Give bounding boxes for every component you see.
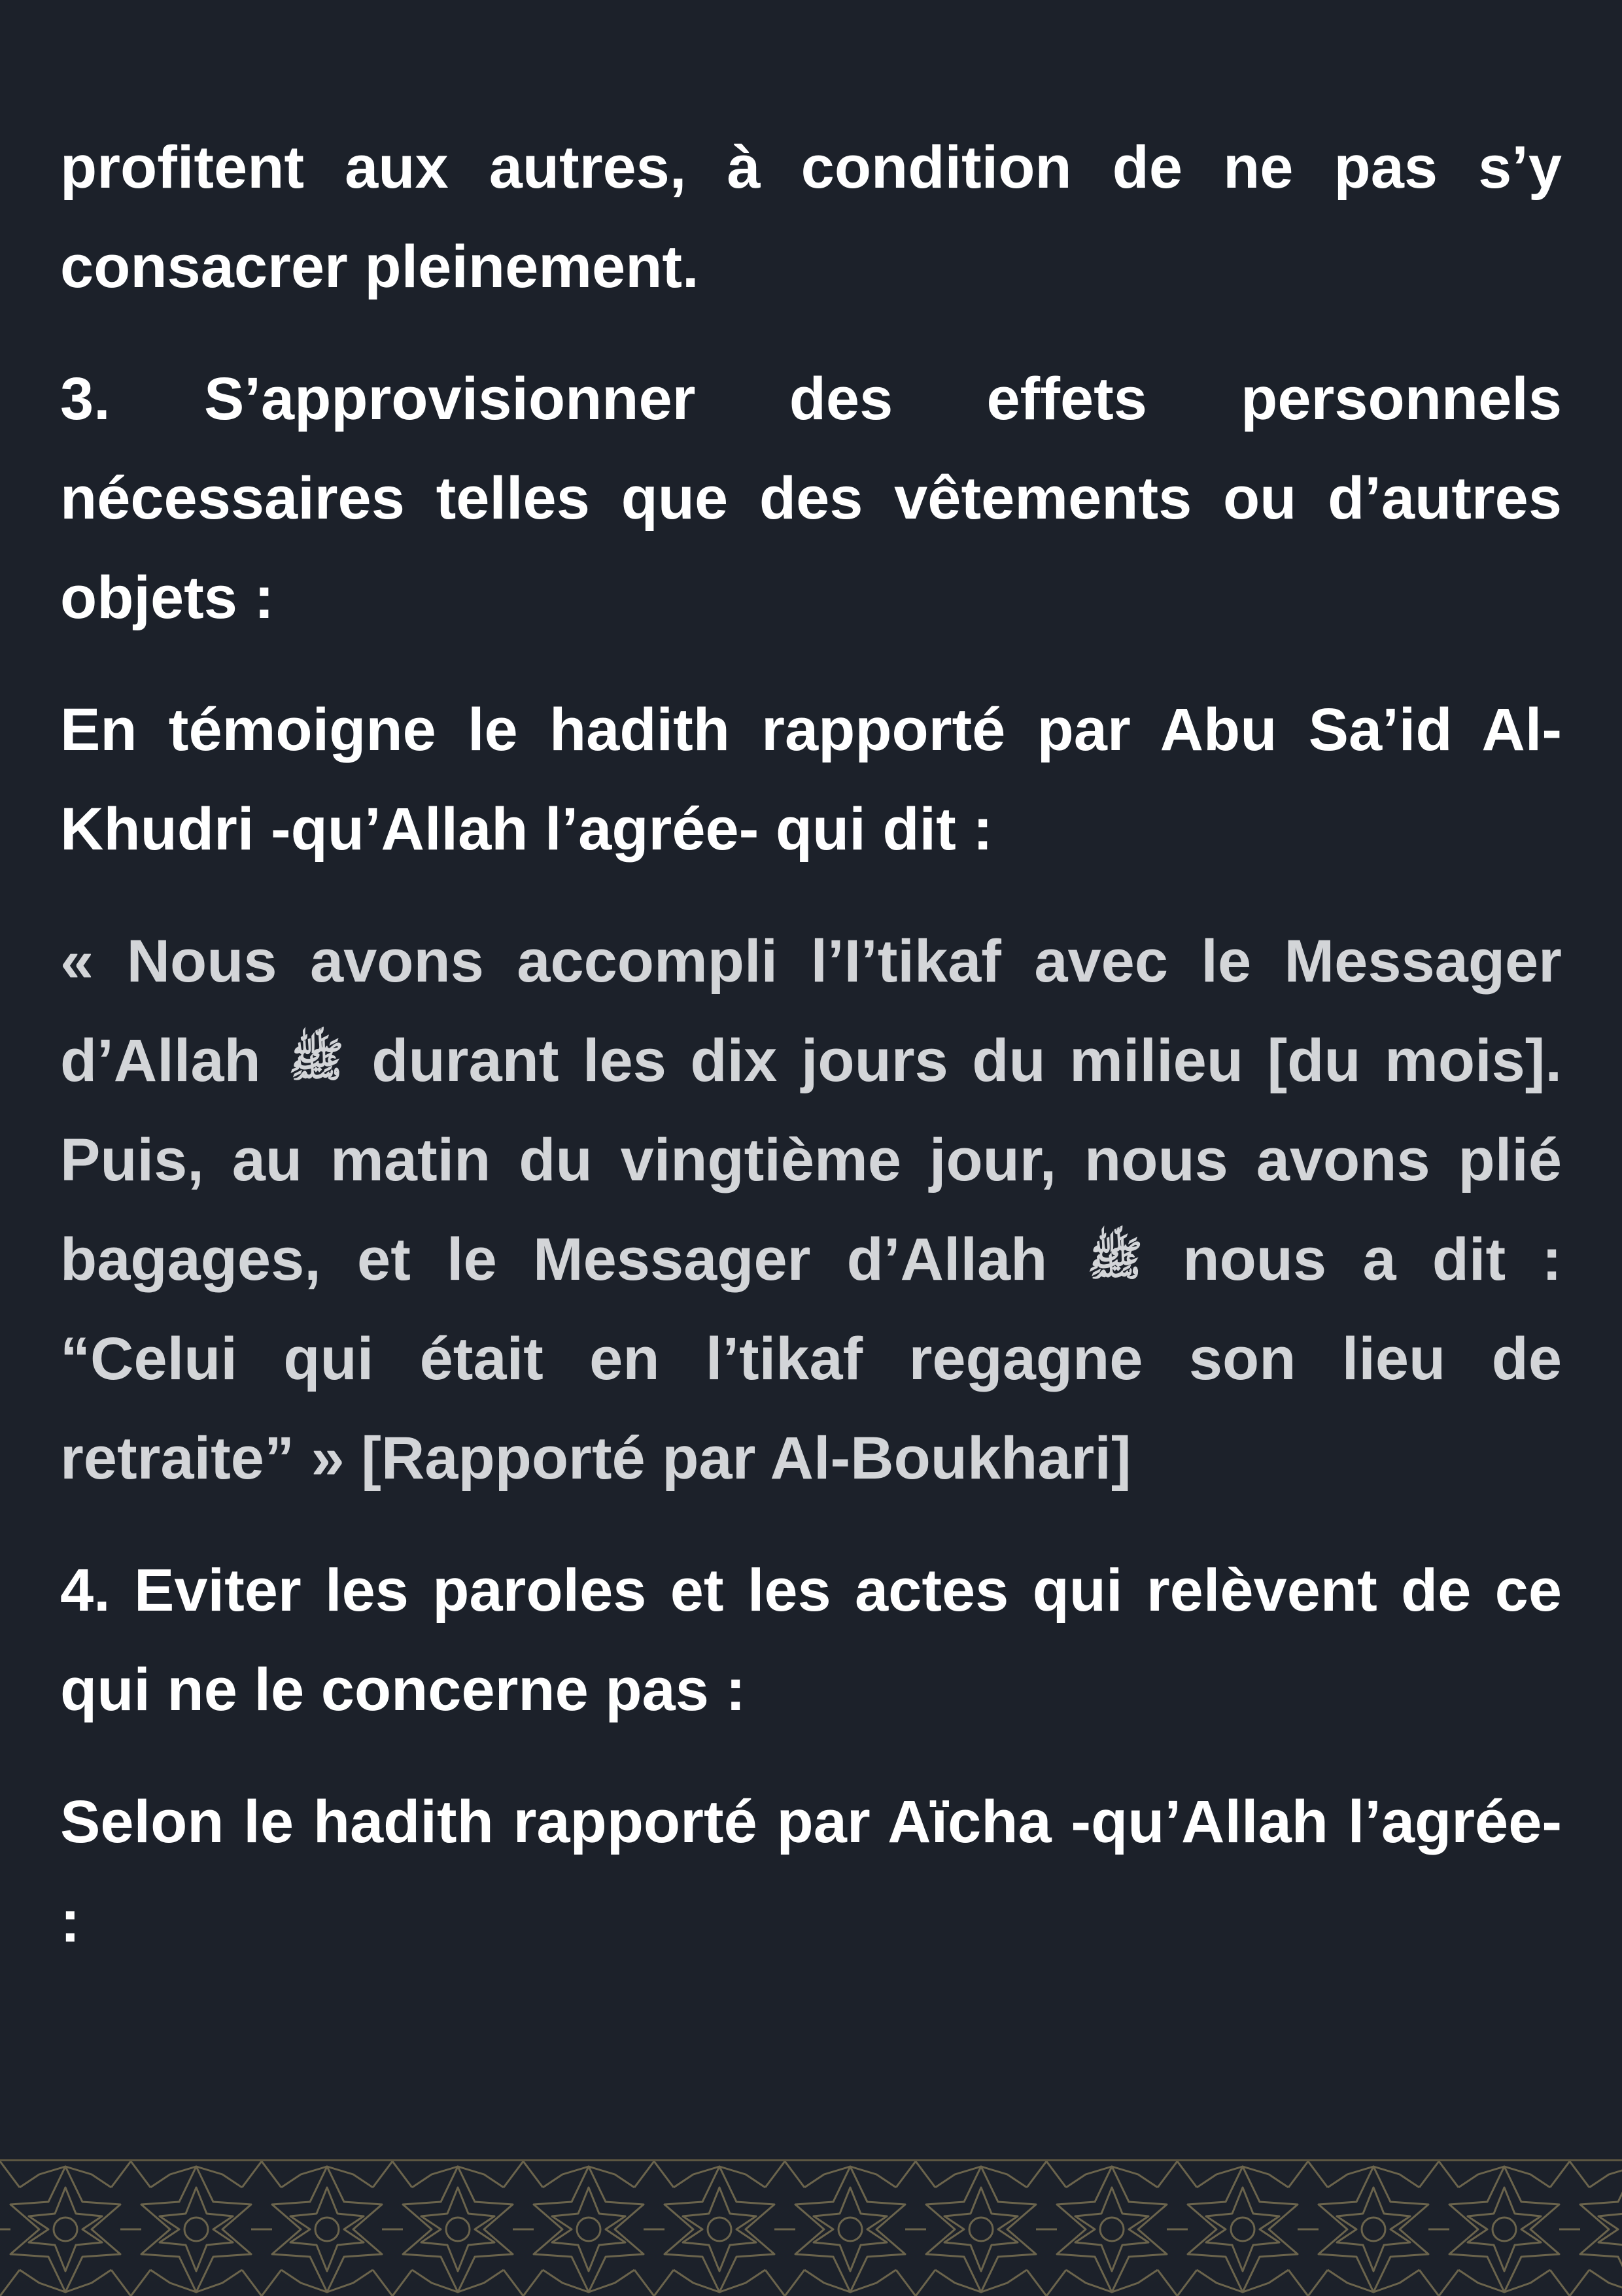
sallallahu-glyph: ﷺ (288, 1035, 344, 1086)
document-body (60, 118, 1562, 1971)
heading-point-3-continued: nécessaires telles que des vêtements ou d’autres objets : (60, 465, 1562, 631)
paragraph-hadith-intro-aicha: Selon le hadith rapporté par Aïcha -qu’Allah l’agrée- : (60, 1789, 1562, 1955)
hadith-quote-part-1: « Nous avons accompli l’I’tikaf avec le Messager d’Allah (60, 928, 1562, 1094)
paragraph-hadith-intro-abu-said: En témoigne le hadith rapporté par Abu Sa’id Al-Khudri -qu’Allah l’agrée- qui dit : (60, 696, 1562, 863)
heading-point-3: 3. S’approvisionner des effets personnels (60, 366, 1562, 432)
paragraph-intro: profitent aux autres, à condition de ne pas s’y consacrer pleinement. (60, 134, 1562, 300)
heading-point-4: 4. Eviter les paroles et les actes qui relèvent de ce qui ne le concerne pas : (60, 1557, 1562, 1723)
geometric-star-pattern-ornament-icon (0, 2161, 1622, 2296)
footer-ornament (0, 2159, 1622, 2296)
hadith-quote-part-2: durant les dix jours du milieu [du mois]. Puis, au matin du vingtième jour, nous avons plié bagages, et le Messager d’Allah (60, 1027, 1562, 1293)
sallallahu-glyph: ﷺ (1087, 1233, 1143, 1284)
hadith-quote-part-3: nous a dit : “Celui qui était en l’tikaf regagne son lieu de retraite” » [Rapporté par Al-Boukhari] (60, 1226, 1562, 1492)
hadith-quote-itikaf (60, 912, 1562, 1508)
